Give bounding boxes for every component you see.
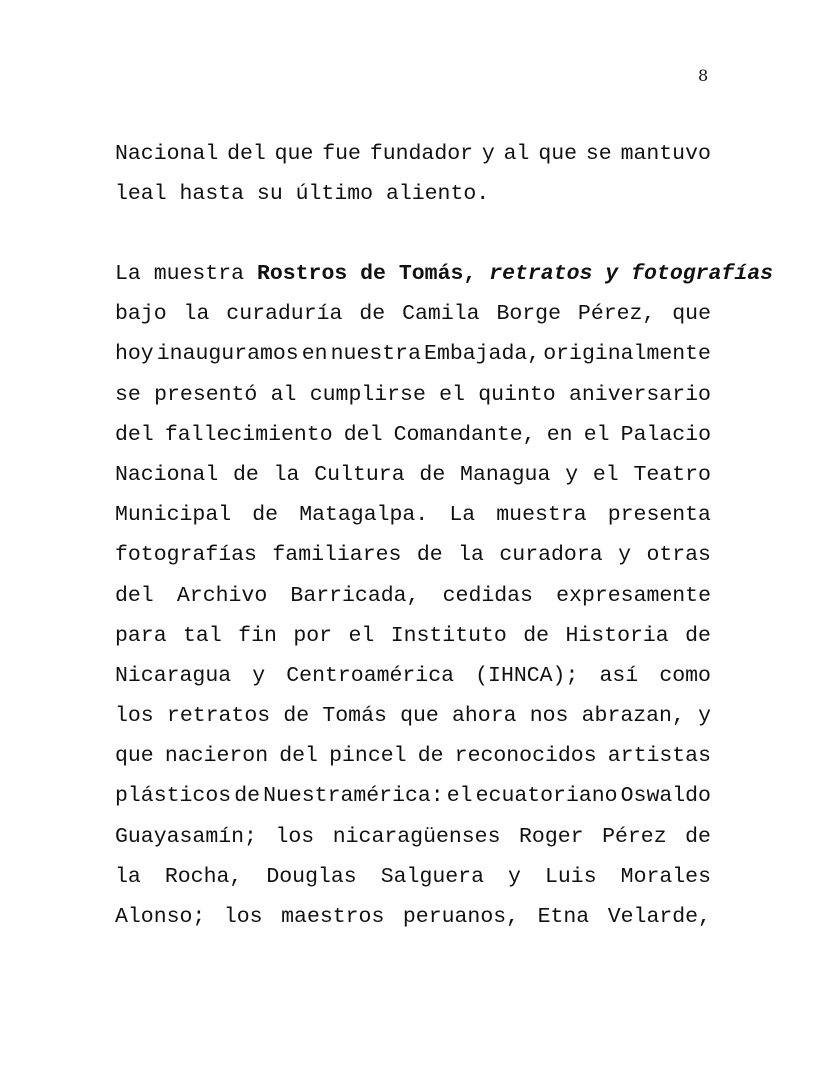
word: del: [279, 744, 318, 769]
word: los: [275, 824, 315, 849]
word: Nacional: [115, 462, 219, 487]
paragraph-2-line: [115, 656, 711, 696]
paragraph-1-line: [115, 134, 711, 174]
word: se: [115, 382, 141, 407]
word: plásticos: [115, 784, 232, 809]
word: cedidas: [442, 583, 533, 608]
paragraph-2-line: [115, 455, 711, 495]
word: la: [115, 864, 141, 889]
word: peruanos,: [402, 905, 520, 929]
word: aniversario: [568, 382, 711, 407]
paragraph-2-line: [115, 696, 711, 736]
word: Oswaldo: [620, 784, 711, 809]
word: familiares: [272, 543, 402, 568]
word: de: [359, 302, 386, 327]
word: y: [565, 462, 579, 487]
word: fallecimiento: [164, 422, 333, 447]
word: nos: [529, 704, 569, 729]
word: pincel: [329, 744, 407, 769]
word: otras: [646, 543, 711, 568]
word: Embajada,: [424, 342, 541, 367]
word: el: [446, 784, 473, 809]
word: los: [115, 704, 154, 729]
word: Palacio: [620, 422, 711, 447]
word: presentó: [154, 382, 258, 407]
word: de: [416, 543, 443, 568]
paragraph-2-line: [115, 776, 711, 816]
first-line-prefix: La muestra: [115, 262, 257, 286]
word: Roger: [519, 824, 584, 849]
word: Salguera: [380, 864, 484, 889]
word: el: [583, 422, 610, 447]
word: muestra: [496, 503, 587, 528]
word: curaduría: [226, 302, 343, 327]
word: nacieron: [164, 744, 269, 769]
word: se: [585, 142, 612, 166]
word: fundador: [369, 142, 474, 166]
paragraph-2-line: [115, 375, 711, 415]
word: la: [458, 543, 484, 568]
word: la: [273, 462, 300, 487]
word: Luis: [545, 864, 597, 889]
word: de: [233, 462, 259, 487]
word: presenta: [607, 503, 711, 528]
word: y: [508, 864, 521, 889]
word: retratos: [166, 704, 271, 729]
word: Borge: [496, 302, 561, 327]
word: Historia: [565, 623, 669, 648]
word: para: [115, 623, 167, 648]
word: el: [348, 623, 375, 648]
word: reconocidos: [454, 744, 597, 769]
paragraph-2-line: [115, 736, 711, 776]
word: de: [252, 503, 279, 528]
word: Velarde,: [607, 905, 711, 929]
word: del: [227, 142, 266, 166]
paragraph-2-line: [115, 535, 711, 575]
word: fue: [322, 142, 361, 166]
word: Nuestramérica:: [263, 784, 444, 809]
word: Camila: [402, 302, 480, 327]
word: Centroamérica: [286, 663, 455, 688]
word: quinto: [478, 382, 556, 407]
word: nuestra: [330, 342, 421, 367]
word: al: [503, 142, 530, 166]
word: en: [546, 422, 573, 447]
word: de: [419, 462, 446, 487]
word: Pérez: [602, 824, 667, 849]
word: Archivo: [176, 583, 268, 608]
word: Matagalpa.: [299, 503, 429, 528]
word: La: [449, 503, 476, 528]
word: Instituto: [390, 623, 507, 648]
word: originalmente: [543, 342, 711, 367]
paragraph-1-line: leal hasta su último aliento.: [115, 182, 490, 207]
paragraph-2-line: [115, 576, 711, 616]
paragraph-2-lines: [115, 294, 711, 937]
word: inauguramos: [156, 342, 299, 367]
paragraph-2-first-line: [115, 254, 774, 294]
paragraph-2-line: [115, 334, 711, 374]
word: como: [659, 663, 711, 688]
word: los: [223, 905, 263, 929]
paragraph-2: [115, 254, 774, 937]
word: Municipal: [115, 503, 232, 528]
title-comma: ,: [463, 262, 490, 286]
exhibition-subtitle: retratos y fotografías: [489, 262, 774, 286]
paragraph-2-line: [115, 294, 711, 334]
word: Barricada,: [290, 583, 420, 608]
paragraph-2-line: [115, 897, 711, 937]
word: y: [618, 543, 631, 568]
word: fin: [238, 623, 277, 648]
paragraph-2-line: [115, 415, 711, 455]
word: curadora: [499, 543, 603, 568]
word: Rocha,: [164, 864, 243, 889]
word: que: [115, 744, 154, 769]
word: Tomás: [322, 704, 387, 729]
word: Morales: [620, 864, 711, 889]
word: Pérez,: [577, 302, 656, 327]
word: expresamente: [556, 583, 711, 608]
paragraph-2-line: [115, 616, 711, 656]
word: fotografías: [115, 543, 257, 568]
paragraph-2-line: [115, 857, 711, 897]
paragraph-2-line: [115, 495, 711, 535]
word: cumplirse: [309, 382, 426, 407]
word: Etna: [537, 905, 590, 929]
word: (IHNCA);: [475, 663, 579, 688]
word: por: [293, 623, 333, 648]
word: Nicaragua: [115, 663, 232, 688]
word: en: [301, 342, 328, 367]
word: del: [115, 583, 154, 608]
word: el: [439, 382, 465, 407]
word: y: [252, 663, 266, 688]
page-number: 8: [698, 66, 709, 85]
word: Teatro: [633, 462, 711, 487]
word: Alonso;: [115, 905, 206, 929]
word: que: [400, 704, 439, 729]
word: de: [685, 824, 711, 849]
paragraph-1: [115, 134, 711, 214]
word: de: [283, 704, 310, 729]
word: abrazan,: [581, 704, 685, 729]
word: de: [685, 623, 711, 648]
word: artistas: [607, 744, 711, 769]
word: la: [183, 302, 210, 327]
word: que: [538, 142, 578, 166]
word: ahora: [452, 704, 517, 729]
word: así: [599, 663, 639, 688]
word: mantuvo: [620, 142, 711, 166]
word: que: [672, 302, 711, 327]
word: bajo: [115, 302, 167, 327]
word: Managua: [460, 462, 551, 487]
word: maestros: [281, 905, 385, 929]
word: Cultura: [314, 462, 405, 487]
word: al: [270, 382, 297, 407]
word: de: [234, 784, 260, 809]
word: del: [343, 422, 383, 447]
exhibition-title: Rostros de Tomás: [256, 262, 464, 286]
word: nicaragüenses: [332, 824, 501, 849]
word: el: [592, 462, 619, 487]
word: del: [115, 422, 154, 447]
word: Guayasamín;: [115, 824, 257, 849]
word: de: [523, 623, 550, 648]
word: que: [274, 142, 314, 166]
word: Nacional: [115, 142, 219, 166]
word: ecuatoriano: [475, 784, 618, 809]
word: Comandante,: [393, 422, 536, 447]
word: y: [481, 142, 495, 166]
word: y: [698, 704, 711, 729]
word: Douglas: [266, 864, 357, 889]
word: de: [417, 744, 444, 769]
word: tal: [183, 623, 222, 648]
word: hoy: [115, 342, 154, 367]
paragraph-2-line: [115, 817, 711, 857]
